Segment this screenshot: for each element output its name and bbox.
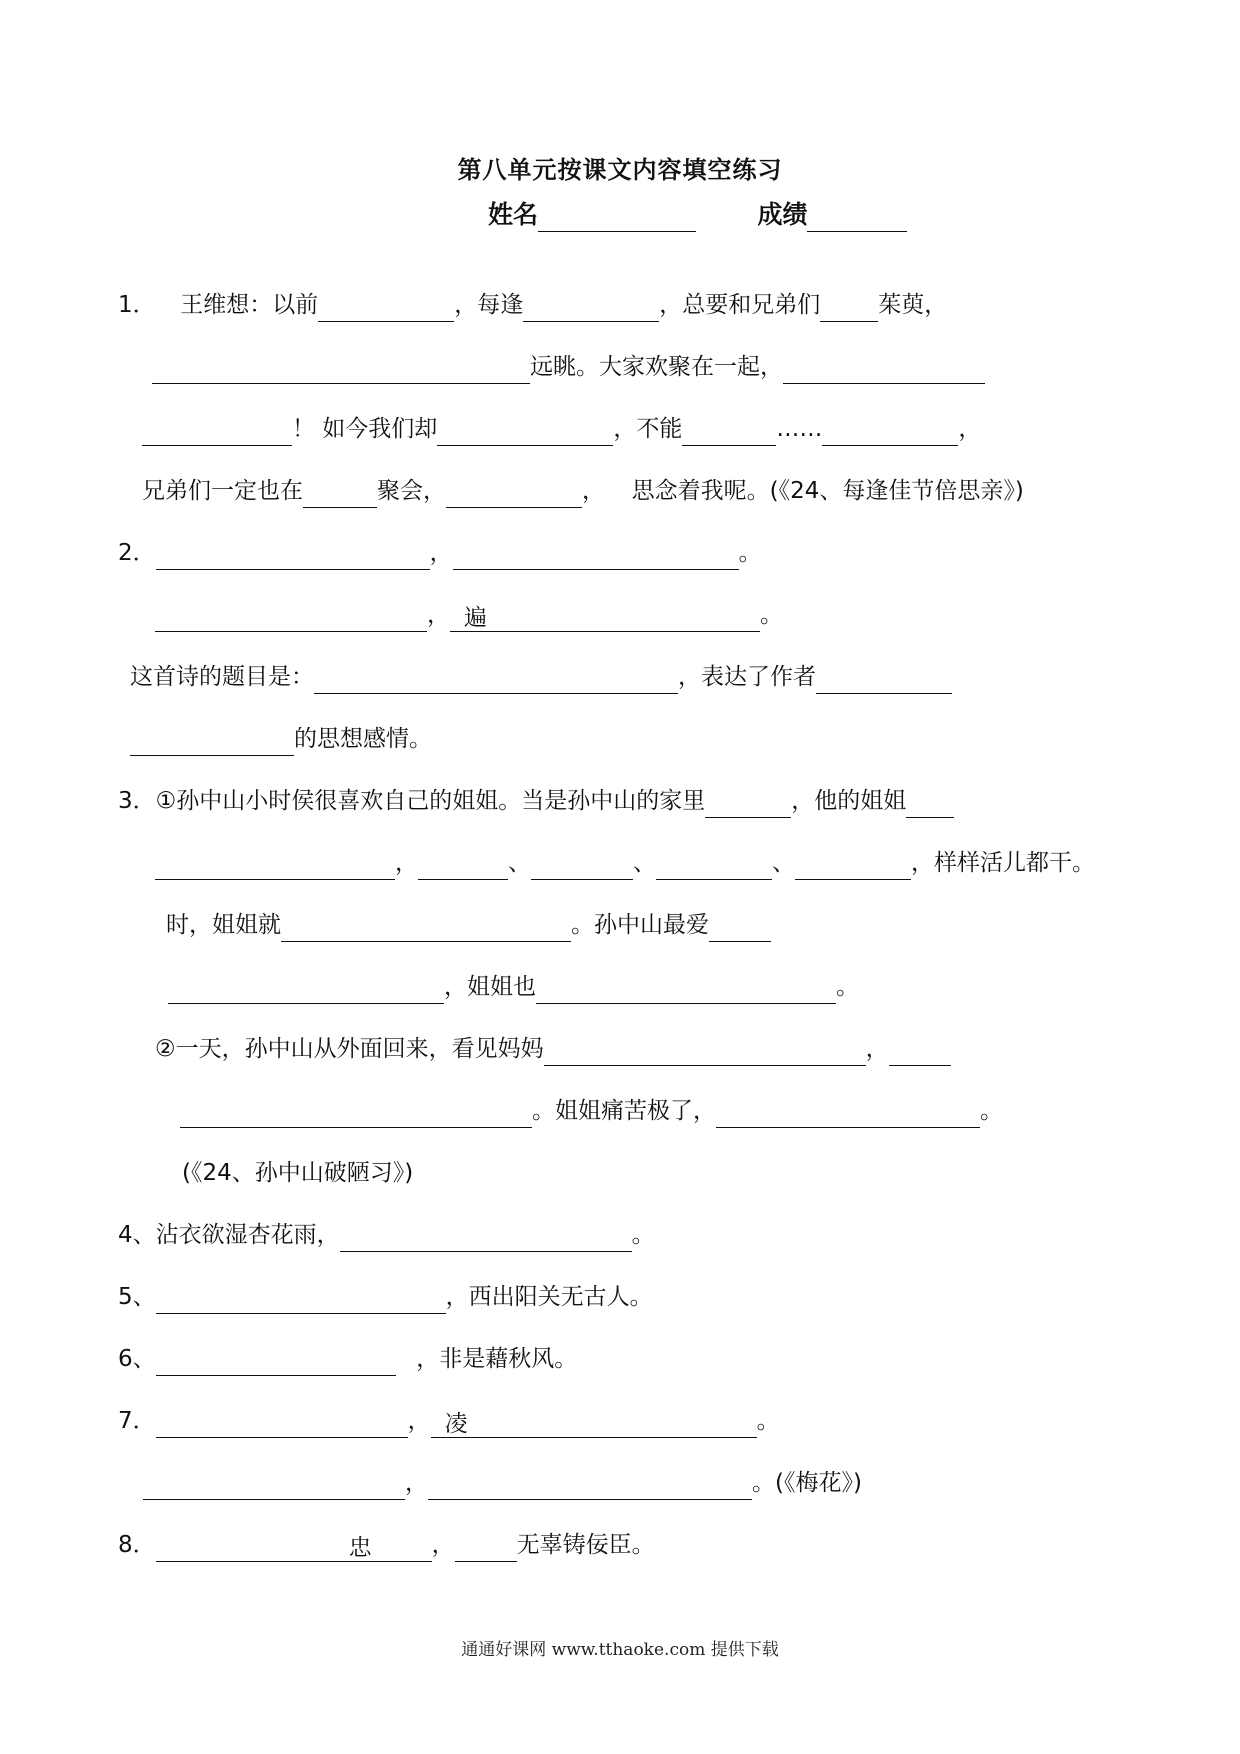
text: ， [427,602,450,628]
blank[interactable] [143,1469,405,1500]
question-number: 8． [118,1532,156,1558]
q3-line-5 [155,1032,951,1066]
q1-line-2 [152,350,985,384]
blank[interactable] [816,663,952,694]
score-label: 成绩 [757,200,808,229]
text: 的思想感情。 [294,726,432,752]
text: 王维想：以前 [180,292,319,318]
text: ，不能 [613,416,683,442]
text: 。 [756,1408,780,1434]
blank[interactable] [536,973,836,1004]
name-field[interactable] [538,201,696,232]
blank[interactable] [314,663,678,694]
q4-line [118,1218,655,1252]
blank[interactable] [906,787,954,818]
text: ！ 如今我们却 [292,416,438,442]
text: 这首诗的题目是： [130,664,314,690]
q2-line-1 [118,536,762,570]
text: …… [776,416,823,442]
text: ，西出阳关无古人。 [445,1284,653,1310]
hint-character: 忠 [348,1535,372,1561]
blank[interactable] [531,849,633,880]
blank[interactable] [820,291,878,322]
q3-line-1 [118,784,954,818]
text: 。 [980,1098,1003,1124]
text: ，表达了作者 [678,664,816,690]
text: ②一天，孙中山从外面回来，看见妈妈 [155,1036,544,1062]
text: 兄弟们一定也在 [142,478,303,504]
text: 。 [836,974,859,1000]
q1-line-4 [142,474,1024,508]
text: ，非是藉秋风。 [416,1346,578,1372]
q2-line-2 [155,598,783,632]
blank-with-hint[interactable] [156,1531,432,1562]
blank[interactable] [156,539,430,570]
blank[interactable] [152,353,530,384]
blank[interactable] [822,415,958,446]
q2-line-3 [130,660,952,694]
hint-character: 遍 [464,605,487,631]
text: ，每逢 [454,292,524,318]
text: 。(《梅花》) [752,1470,862,1496]
blank[interactable] [682,415,776,446]
text: 4、沾衣欲湿杏花雨， [118,1222,340,1248]
q3-line-6 [180,1094,1003,1128]
score-field[interactable] [807,201,907,232]
text: ，他的姐姐 [791,788,907,814]
q7-line-1 [118,1404,780,1438]
blank[interactable] [156,1283,446,1314]
text: 。姐姐痛苦极了， [532,1098,716,1124]
text: ， [429,540,453,566]
text: 。 [738,540,762,566]
question-number: 5、 [118,1284,156,1310]
question-number: 6、 [118,1346,156,1372]
q5-line [118,1280,653,1314]
question-number: 7． [118,1408,156,1434]
blank[interactable] [142,415,292,446]
blank[interactable] [705,787,791,818]
text: 。 [631,1222,655,1248]
text: 。 [760,602,783,628]
text: ，总要和兄弟们 [659,292,821,318]
blank[interactable] [428,1469,752,1500]
blank[interactable] [318,291,454,322]
blank[interactable] [656,849,772,880]
blank[interactable] [130,725,294,756]
blank-with-hint[interactable] [431,1407,757,1438]
blank[interactable] [795,849,911,880]
q1-line-3 [142,412,981,446]
blank[interactable] [544,1035,866,1066]
text: ， [431,1532,455,1558]
text: ，样样活儿都干。 [911,850,1095,876]
text: 远眺。大家欢聚在一起， [530,354,783,380]
blank[interactable] [455,1531,517,1562]
text: 聚会， [377,478,446,504]
blank[interactable] [340,1221,632,1252]
blank[interactable] [418,849,508,880]
page-title: 第八单元按课文内容填空练习 [457,156,783,184]
question-number: 2． [118,540,156,566]
blank[interactable] [155,849,395,880]
blank[interactable] [156,1407,408,1438]
text: ，姐姐也 [444,974,536,1000]
text: 茱萸， [878,292,948,318]
name-label: 姓名 [488,200,539,229]
text: ①孙中山小时侯很喜欢自己的姐姐。当是孙中山的家里 [155,788,706,814]
blank[interactable] [303,477,377,508]
blank[interactable] [453,539,739,570]
q1-line-1 [118,288,947,322]
q7-line-2 [143,1466,862,1500]
q2-line-4 [130,722,432,756]
blank[interactable] [437,415,613,446]
text: 、 [633,850,656,876]
text: ， [582,478,605,504]
blank[interactable] [156,1345,396,1376]
q3-line-4 [168,970,859,1004]
text: 、 [772,850,795,876]
text: 、 [508,850,531,876]
blank[interactable] [446,477,582,508]
blank[interactable] [180,1097,532,1128]
text: ， [395,850,418,876]
blank[interactable] [281,911,571,942]
text: ， [405,1470,428,1496]
q3-line-3 [166,908,771,942]
blank[interactable] [709,911,771,942]
hint-character: 凌 [444,1411,468,1437]
text: ， [407,1408,431,1434]
blank-with-hint[interactable] [450,601,760,632]
text: 时，姐姐就 [166,912,281,938]
blank[interactable] [889,1035,951,1066]
q6-line [118,1342,577,1376]
q8-line [118,1528,655,1562]
question-number: 1． [118,292,156,318]
blank[interactable] [716,1097,980,1128]
footer-credit: 通通好课网 www.tthaoke.com 提供下载 [461,1640,779,1660]
q3-line-2 [155,846,1095,880]
text: 无辜铸佞臣。 [516,1532,655,1558]
text: 思念着我呢。(《24、每逢佳节倍思亲》) [631,478,1024,504]
text: ， [865,1036,889,1062]
blank[interactable] [168,973,444,1004]
blank[interactable] [155,601,427,632]
question-number: 3． [118,788,156,814]
q3-source: (《24、孙中山破陋习》) [182,1160,414,1186]
blank[interactable] [783,353,985,384]
blank[interactable] [523,291,659,322]
text: ， [958,416,982,442]
text: 。孙中山最爱 [571,912,709,938]
student-info-row [488,198,907,232]
